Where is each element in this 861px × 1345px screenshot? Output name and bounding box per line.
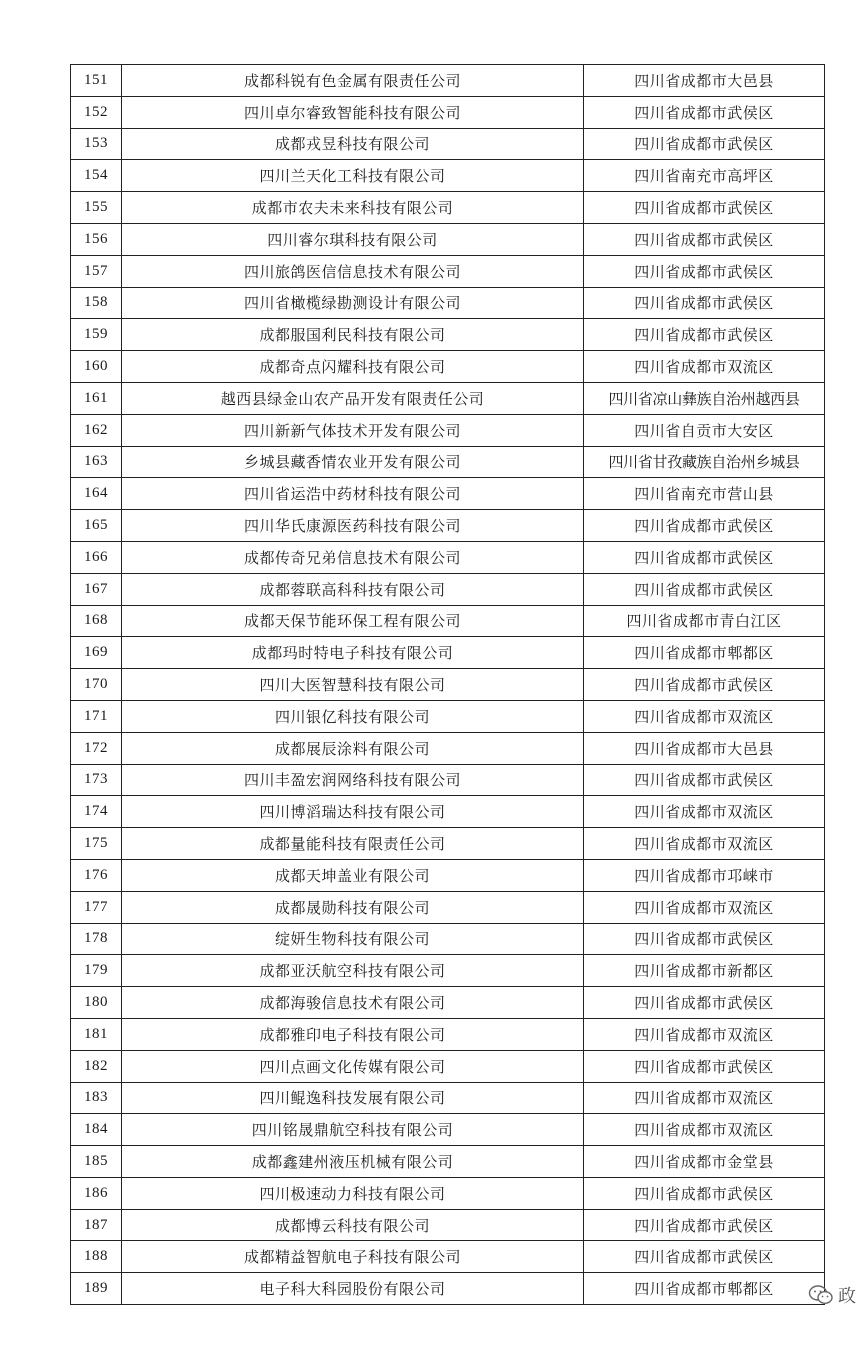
company-location: 四川省凉山彝族自治州越西县 bbox=[584, 382, 825, 414]
company-name: 四川大医智慧科技有限公司 bbox=[122, 669, 584, 701]
company-location: 四川省成都市武侯区 bbox=[584, 96, 825, 128]
row-number: 157 bbox=[71, 255, 122, 287]
table-row bbox=[71, 1082, 825, 1114]
row-number: 175 bbox=[71, 828, 122, 860]
row-number: 172 bbox=[71, 732, 122, 764]
row-number: 154 bbox=[71, 160, 122, 192]
company-location: 四川省南充市高坪区 bbox=[584, 160, 825, 192]
company-name: 成都博云科技有限公司 bbox=[122, 1209, 584, 1241]
row-number: 159 bbox=[71, 319, 122, 351]
table-row bbox=[71, 1209, 825, 1241]
table-row bbox=[71, 351, 825, 383]
company-location: 四川省成都市武侯区 bbox=[584, 319, 825, 351]
company-list-table bbox=[70, 64, 825, 1305]
company-name: 四川鲲逸科技发展有限公司 bbox=[122, 1082, 584, 1114]
row-number: 176 bbox=[71, 859, 122, 891]
row-number: 164 bbox=[71, 478, 122, 510]
table-row bbox=[71, 859, 825, 891]
row-number: 161 bbox=[71, 382, 122, 414]
company-location: 四川省成都市双流区 bbox=[584, 796, 825, 828]
company-name: 成都戎昱科技有限公司 bbox=[122, 128, 584, 160]
company-location: 四川省成都市武侯区 bbox=[584, 764, 825, 796]
row-number: 153 bbox=[71, 128, 122, 160]
table-row bbox=[71, 192, 825, 224]
company-location: 四川省成都市大邑县 bbox=[584, 732, 825, 764]
watermark-text: 政 bbox=[838, 1286, 856, 1307]
row-number: 178 bbox=[71, 923, 122, 955]
table-row bbox=[71, 446, 825, 478]
company-name: 成都精益智航电子科技有限公司 bbox=[122, 1241, 584, 1273]
company-name: 成都展辰涂料有限公司 bbox=[122, 732, 584, 764]
table-row bbox=[71, 541, 825, 573]
table-row bbox=[71, 637, 825, 669]
row-number: 187 bbox=[71, 1209, 122, 1241]
table-row bbox=[71, 1241, 825, 1273]
row-number: 186 bbox=[71, 1177, 122, 1209]
table-body bbox=[71, 65, 825, 1305]
company-name: 四川丰盈宏润网络科技有限公司 bbox=[122, 764, 584, 796]
company-name: 四川卓尔睿致智能科技有限公司 bbox=[122, 96, 584, 128]
table-row bbox=[71, 1114, 825, 1146]
company-location: 四川省成都市武侯区 bbox=[584, 510, 825, 542]
row-number: 171 bbox=[71, 700, 122, 732]
row-number: 188 bbox=[71, 1241, 122, 1273]
row-number: 177 bbox=[71, 891, 122, 923]
company-name: 成都鑫建州液压机械有限公司 bbox=[122, 1146, 584, 1178]
table-row bbox=[71, 319, 825, 351]
company-name: 四川新新气体技术开发有限公司 bbox=[122, 414, 584, 446]
company-name: 成都奇点闪耀科技有限公司 bbox=[122, 351, 584, 383]
row-number: 170 bbox=[71, 669, 122, 701]
company-name: 四川极速动力科技有限公司 bbox=[122, 1177, 584, 1209]
company-name: 成都海骏信息技术有限公司 bbox=[122, 987, 584, 1019]
company-location: 四川省成都市武侯区 bbox=[584, 255, 825, 287]
table-row bbox=[71, 382, 825, 414]
table-row bbox=[71, 828, 825, 860]
table-row bbox=[71, 160, 825, 192]
company-location: 四川省成都市邛崃市 bbox=[584, 859, 825, 891]
company-name: 成都量能科技有限责任公司 bbox=[122, 828, 584, 860]
table-row bbox=[71, 796, 825, 828]
table-row bbox=[71, 732, 825, 764]
company-location: 四川省成都市双流区 bbox=[584, 1018, 825, 1050]
table-row bbox=[71, 605, 825, 637]
row-number: 185 bbox=[71, 1146, 122, 1178]
table-row bbox=[71, 255, 825, 287]
company-location: 四川省成都市武侯区 bbox=[584, 287, 825, 319]
company-name: 成都服国利民科技有限公司 bbox=[122, 319, 584, 351]
company-location: 四川省成都市武侯区 bbox=[584, 223, 825, 255]
table-row bbox=[71, 700, 825, 732]
company-location: 四川省成都市双流区 bbox=[584, 700, 825, 732]
table-row bbox=[71, 1273, 825, 1305]
company-name: 成都传奇兄弟信息技术有限公司 bbox=[122, 541, 584, 573]
company-name: 成都亚沃航空科技有限公司 bbox=[122, 955, 584, 987]
company-name: 成都市农夫未来科技有限公司 bbox=[122, 192, 584, 224]
company-location: 四川省成都市双流区 bbox=[584, 828, 825, 860]
row-number: 169 bbox=[71, 637, 122, 669]
company-name: 越西县绿金山农产品开发有限责任公司 bbox=[122, 382, 584, 414]
table-row bbox=[71, 128, 825, 160]
table-row bbox=[71, 1050, 825, 1082]
company-name: 成都晟勋科技有限公司 bbox=[122, 891, 584, 923]
company-name: 成都蓉联高科科技有限公司 bbox=[122, 573, 584, 605]
row-number: 189 bbox=[71, 1273, 122, 1305]
company-name: 四川旅鸽医信信息技术有限公司 bbox=[122, 255, 584, 287]
table-row bbox=[71, 96, 825, 128]
table-row bbox=[71, 1018, 825, 1050]
table-row bbox=[71, 669, 825, 701]
company-name: 四川点画文化传媒有限公司 bbox=[122, 1050, 584, 1082]
company-location: 四川省成都市武侯区 bbox=[584, 669, 825, 701]
table-row bbox=[71, 1146, 825, 1178]
company-name: 四川银亿科技有限公司 bbox=[122, 700, 584, 732]
company-name: 四川兰天化工科技有限公司 bbox=[122, 160, 584, 192]
company-location: 四川省成都市郫都区 bbox=[584, 637, 825, 669]
company-name: 成都科锐有色金属有限责任公司 bbox=[122, 65, 584, 97]
wechat-watermark bbox=[808, 1283, 861, 1307]
table-row bbox=[71, 987, 825, 1019]
company-location: 四川省成都市武侯区 bbox=[584, 923, 825, 955]
row-number: 182 bbox=[71, 1050, 122, 1082]
company-name: 四川博滔瑞达科技有限公司 bbox=[122, 796, 584, 828]
row-number: 165 bbox=[71, 510, 122, 542]
table-row bbox=[71, 510, 825, 542]
row-number: 156 bbox=[71, 223, 122, 255]
table-row bbox=[71, 955, 825, 987]
table-row bbox=[71, 764, 825, 796]
row-number: 158 bbox=[71, 287, 122, 319]
table-row bbox=[71, 573, 825, 605]
row-number: 179 bbox=[71, 955, 122, 987]
company-location: 四川省成都市武侯区 bbox=[584, 1050, 825, 1082]
company-location: 四川省成都市大邑县 bbox=[584, 65, 825, 97]
company-location: 四川省成都市武侯区 bbox=[584, 128, 825, 160]
company-name: 四川铭晟鼎航空科技有限公司 bbox=[122, 1114, 584, 1146]
company-location: 四川省成都市双流区 bbox=[584, 891, 825, 923]
company-location: 四川省成都市武侯区 bbox=[584, 1177, 825, 1209]
table-row bbox=[71, 414, 825, 446]
company-location: 四川省成都市双流区 bbox=[584, 1082, 825, 1114]
row-number: 151 bbox=[71, 65, 122, 97]
table-row bbox=[71, 923, 825, 955]
company-location: 四川省成都市金堂县 bbox=[584, 1146, 825, 1178]
row-number: 184 bbox=[71, 1114, 122, 1146]
company-location: 四川省自贡市大安区 bbox=[584, 414, 825, 446]
company-location: 四川省成都市双流区 bbox=[584, 1114, 825, 1146]
company-name: 四川省橄榄绿勘测设计有限公司 bbox=[122, 287, 584, 319]
row-number: 180 bbox=[71, 987, 122, 1019]
row-number: 173 bbox=[71, 764, 122, 796]
company-location: 四川省成都市武侯区 bbox=[584, 192, 825, 224]
company-location: 四川省成都市武侯区 bbox=[584, 987, 825, 1019]
row-number: 183 bbox=[71, 1082, 122, 1114]
table-row bbox=[71, 891, 825, 923]
table-row bbox=[71, 223, 825, 255]
row-number: 160 bbox=[71, 351, 122, 383]
company-name: 成都玛时特电子科技有限公司 bbox=[122, 637, 584, 669]
row-number: 155 bbox=[71, 192, 122, 224]
company-location: 四川省成都市青白江区 bbox=[584, 605, 825, 637]
company-location: 四川省成都市武侯区 bbox=[584, 541, 825, 573]
row-number: 152 bbox=[71, 96, 122, 128]
row-number: 162 bbox=[71, 414, 122, 446]
row-number: 163 bbox=[71, 446, 122, 478]
company-location: 四川省成都市双流区 bbox=[584, 351, 825, 383]
company-location: 四川省南充市营山县 bbox=[584, 478, 825, 510]
table-row bbox=[71, 1177, 825, 1209]
company-name: 成都天坤盖业有限公司 bbox=[122, 859, 584, 891]
wechat-icon bbox=[808, 1284, 834, 1306]
company-name: 绽妍生物科技有限公司 bbox=[122, 923, 584, 955]
row-number: 181 bbox=[71, 1018, 122, 1050]
company-name: 四川睿尔琪科技有限公司 bbox=[122, 223, 584, 255]
company-location: 四川省成都市武侯区 bbox=[584, 573, 825, 605]
company-name: 成都天保节能环保工程有限公司 bbox=[122, 605, 584, 637]
table-row bbox=[71, 478, 825, 510]
company-name: 四川省运浩中药材科技有限公司 bbox=[122, 478, 584, 510]
row-number: 168 bbox=[71, 605, 122, 637]
company-location: 四川省甘孜藏族自治州乡城县 bbox=[584, 446, 825, 478]
company-location: 四川省成都市新都区 bbox=[584, 955, 825, 987]
company-location: 四川省成都市郫都区 bbox=[584, 1273, 825, 1305]
company-name: 电子科大科园股份有限公司 bbox=[122, 1273, 584, 1305]
company-location: 四川省成都市武侯区 bbox=[584, 1241, 825, 1273]
company-name: 乡城县藏香情农业开发有限公司 bbox=[122, 446, 584, 478]
company-name: 成都雅印电子科技有限公司 bbox=[122, 1018, 584, 1050]
row-number: 167 bbox=[71, 573, 122, 605]
table-row bbox=[71, 65, 825, 97]
row-number: 166 bbox=[71, 541, 122, 573]
table-row bbox=[71, 287, 825, 319]
company-location: 四川省成都市武侯区 bbox=[584, 1209, 825, 1241]
row-number: 174 bbox=[71, 796, 122, 828]
company-name: 四川华氏康源医药科技有限公司 bbox=[122, 510, 584, 542]
